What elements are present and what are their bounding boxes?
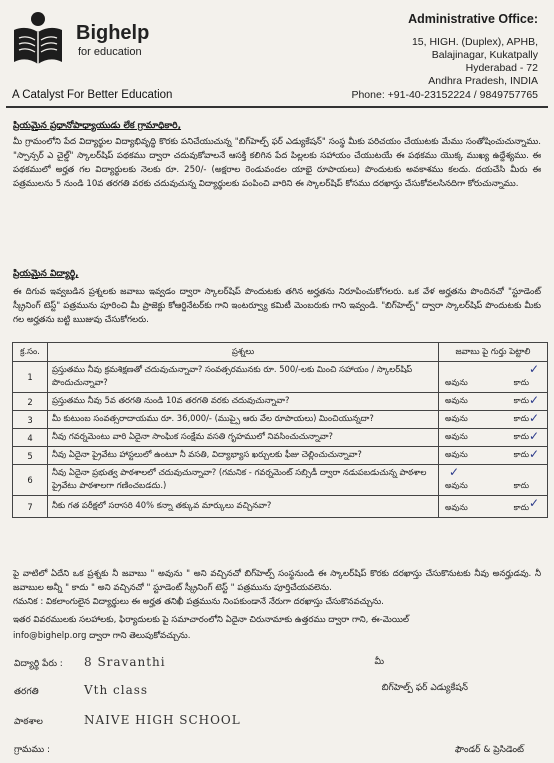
salutation-student: ప్రియమైన విద్యార్థి,	[13, 269, 79, 279]
pen-tick-icon: ✓	[528, 429, 539, 443]
contact-note: ఇతర వివరములకు సలహాలకు, ఫిర్యాదులకు పై సమాచారంలోని ఏదైనా చిరునామాకు ఉత్తరము ద్వారా గాని, ఈ-మెయిల్	[13, 615, 409, 625]
question-number: 1	[13, 362, 48, 393]
field-label: పాఠశాల	[14, 717, 43, 727]
tagline: A Catalyst For Better Education	[12, 89, 173, 101]
eligibility-note	[13, 568, 541, 610]
answer-no-option[interactable]: కాదు	[513, 378, 529, 387]
question-number: 5	[13, 447, 48, 465]
answer-cell[interactable]	[439, 447, 548, 465]
answer-cell[interactable]	[439, 496, 548, 518]
question-text: ప్రస్తుతము నీవు 5వ తరగతి నుండి 10వ తరగతి వరకు చదువుచున్నావా?	[48, 393, 439, 411]
table-row	[13, 429, 548, 447]
address-line: 15, HIGH. (Duplex), APHB,	[411, 36, 538, 48]
question-number: 6	[13, 465, 48, 496]
logo	[8, 10, 218, 80]
sign-salutation: మీ	[374, 657, 384, 667]
table-row	[13, 393, 548, 411]
handwritten-value: Vth class	[84, 683, 149, 697]
office-phone: Phone: +91-40-23152224 / 9849757765	[351, 89, 538, 101]
table-header-row	[13, 343, 548, 362]
question-number: 2	[13, 393, 48, 411]
table-row	[13, 465, 548, 496]
answer-cell[interactable]	[439, 411, 548, 429]
answer-cell[interactable]	[439, 393, 548, 411]
pen-tick-icon: ✓	[528, 393, 539, 407]
logo-book-icon	[8, 10, 68, 68]
answer-cell[interactable]	[439, 465, 548, 496]
question-text: ప్రస్తుతము నీవు క్రమశిక్షణతో చదువుచున్నావా? సంవత్సరమునకు రూ. 500/-లకు మించి సహాయం / స్కాలర్‌షిప్ పొందుచున్నావా?	[48, 362, 439, 393]
address-line: Andhra Pradesh, INDIA	[428, 75, 538, 87]
intro-paragraph: మీ గ్రామంలోని పేద విద్యార్థుల విద్యాభివృద్ధి కొరకు పనిచేయుచున్న "బిగ్‌హెల్ప్ ఫర్ ఎడ్యుకేషన్" సంస్థ మీకు పరిచయం చేయుటకు మేము సంతోషించుచున్నాము. "స్పాన్సర్ ఎ చైల్డ్" స్కాలర్‌షిప్ పథకము ద్వారా చదువుకోవాలనే ఆసక్తి కలిగిన పేద పిల్లలకు సహాయం చేయుటయే ఈ పథకము యొక్క ముఖ్య ఉద్దేశ్యము. ఈ పథకములో అర్హత గల విద్యార్థులకు నెలకు రూ. 250/- (అక్షరాల రెండువందల యాభై రూపాయలు) పొందుటకు అవకాశము కలదు. దయచేసి మీరు ఈ పత్రములను 5 నుండి 10వ తరగతి వరకు చదువుచున్న విద్యార్థులకు పంపించి వారిని ఈ స్కాలర్‌షిప్ కోసము దరఖాస్తు చేసుకోవలసినదిగా కోరుచున్నాము.	[13, 137, 541, 189]
address-line: Balajinagar, Kukatpally	[431, 49, 538, 61]
question-text: నీవు ఏదైనా ప్రైవేటు హాస్టలులో ఉంటూ నీ వసతి, విద్యాభ్యాస ఖర్చులకు ఫీజు చెల్లించుచున్నావా?	[48, 447, 439, 465]
table-row	[13, 411, 548, 429]
village-field[interactable]	[14, 741, 314, 761]
pen-tick-icon: ✓	[528, 447, 539, 461]
answer-no-option[interactable]: కాదు	[513, 432, 529, 441]
sign-organization: బిగ్‌హెల్ప్ ఫర్ ఎడ్యుకేషన్	[381, 683, 468, 693]
answer-no-option[interactable]: కాదు	[513, 450, 529, 459]
header-questions: ప్రశ్నలు	[48, 343, 439, 362]
question-text: నీవు గవర్నమెంటు వారి ఏదైనా సాంఘిక సంక్షేమ వసతి గృహములో నివసించుచున్నావా?	[48, 429, 439, 447]
answer-no-option[interactable]: కాదు	[513, 503, 529, 512]
answer-no-option[interactable]: కాదు	[513, 396, 529, 405]
pen-tick-icon: ✓	[528, 411, 539, 425]
answer-yes-option[interactable]: అవును	[445, 378, 468, 387]
brand-subtitle: for education	[78, 46, 142, 58]
salutation-headmaster: ప్రియమైన ప్రధానోపాధ్యాయుడు లేక గ్రామాధికారి,	[13, 121, 182, 131]
table-row	[13, 496, 548, 518]
answer-yes-option[interactable]: అవును	[445, 432, 468, 441]
field-label: విద్యార్థి పేరు :	[14, 659, 63, 669]
school-field[interactable]	[14, 713, 314, 733]
student-name-field[interactable]	[14, 655, 314, 675]
instructions-paragraph: ఈ దిగువ ఇవ్వబడిన ప్రశ్నలకు జవాబు ఇవ్వడం ద్వారా స్కాలర్‌షిప్ పొందుటకు తగిన అర్హతను నిరూపించుకోగలరు. ఒక వేళ అర్హతను పొందినచో "స్టూడెంట్ స్క్రీనింగ్ టెస్ట్" పత్రమును పూరించి మీ ప్రాజెక్టు కోఆర్డినేటర్‌కు గాని ఇంటర్వ్యూ కమిటీ మెంబరుకు గాని ఇవ్వండి. "బిగ్‌హెల్ప్" ద్వారా స్కాలర్‌షిప్ పొందుటకు మీకు గల అర్హతను బట్టి ఋజువు చేసుకోగలరు.	[13, 287, 541, 325]
answer-cell[interactable]	[439, 429, 548, 447]
handwritten-value: NAIVE HIGH SCHOOL	[84, 713, 241, 727]
sign-title: ఫౌండర్ & ప్రెసిడెంట్	[454, 745, 524, 755]
signature-block	[14, 653, 534, 763]
pen-tick-icon: ✓	[449, 465, 460, 479]
disability-note: గమనిక : వికలాంగులైన విద్యార్థులు ఈ అర్హత తనిఖీ పత్రమును నింపకుండానే నేరుగా దరఖాస్తు చేసుకొనవచ్చును.	[13, 596, 384, 607]
eligibility-note-text: పై వాటిలో ఏదేని ఒక ప్రశ్నకు నీ జవాబు " అవును " అని వచ్చినచో బిగ్‌హెల్ప్ సంస్థనుండి ఈ స్కాలర్‌షిప్ కొరకు దరఖాస్తు చేసుకొనుటకు నీవు అనర్హుడవు. నీ జవాబుల అన్నీ " కాదు " అని వచ్చినచో " స్టూడెంట్ స్క్రీనింగ్ టెస్ట్ " పత్రమును పూర్తిచేయవలెను.	[13, 569, 541, 593]
table-row	[13, 447, 548, 465]
office-address	[318, 12, 538, 101]
office-title: Administrative Office:	[408, 12, 538, 26]
brand-name: Bighelp	[76, 22, 150, 44]
field-label: తరగతి	[14, 687, 39, 697]
header-divider	[6, 106, 548, 108]
pen-tick-icon: ✓	[528, 496, 539, 510]
answer-yes-option[interactable]: అవును	[445, 414, 468, 423]
answer-yes-option[interactable]: అవును	[445, 396, 468, 405]
answer-no-option[interactable]: కాదు	[513, 414, 529, 423]
answer-no-option[interactable]: కాదు	[513, 481, 529, 490]
question-text: నీకు గత పరీక్షలో సరాసరి 40% కన్నా తక్కువ మార్కులు వచ్చినవా?	[48, 496, 439, 518]
question-number: 7	[13, 496, 48, 518]
question-number: 4	[13, 429, 48, 447]
question-number: 3	[13, 411, 48, 429]
eligibility-table	[12, 342, 548, 518]
header-answer: జవాబు పై గుర్తు పెట్టాలి	[439, 343, 548, 362]
contact-email: info@bighelp.org ద్వారా గాని తెలుపుకోవచ్చును.	[13, 631, 191, 641]
answer-yes-option[interactable]: అవును	[445, 450, 468, 459]
header-serial: క్ర.సం.	[13, 343, 48, 362]
address-line: Hyderabad - 72	[465, 62, 538, 74]
table-row	[13, 362, 548, 393]
answer-cell[interactable]	[439, 362, 548, 393]
answer-yes-option[interactable]: అవును	[445, 503, 468, 512]
answer-yes-option[interactable]: అవును	[445, 481, 468, 490]
pen-tick-icon: ✓	[528, 362, 539, 376]
question-text: నీవు ఏదైనా ప్రభుత్వ పాఠశాలలో చదువుచున్నావా? (గమనిక - గవర్నమెంట్ సబ్సిడీ ద్వారా నడుపబడుచున్న పాఠశాల ప్రైవేటు పాఠశాలగా గణించబడదు.)	[48, 465, 439, 496]
handwritten-value: 8 Sravanthi	[84, 655, 166, 669]
class-field[interactable]	[14, 683, 314, 703]
question-text: మీ కుటుంబ సంవత్సరాదాయము రూ. 36,000/- (ముప్పై ఆరు వేల రూపాయలు) మించియున్నదా?	[48, 411, 439, 429]
field-label: గ్రామము :	[14, 745, 51, 755]
